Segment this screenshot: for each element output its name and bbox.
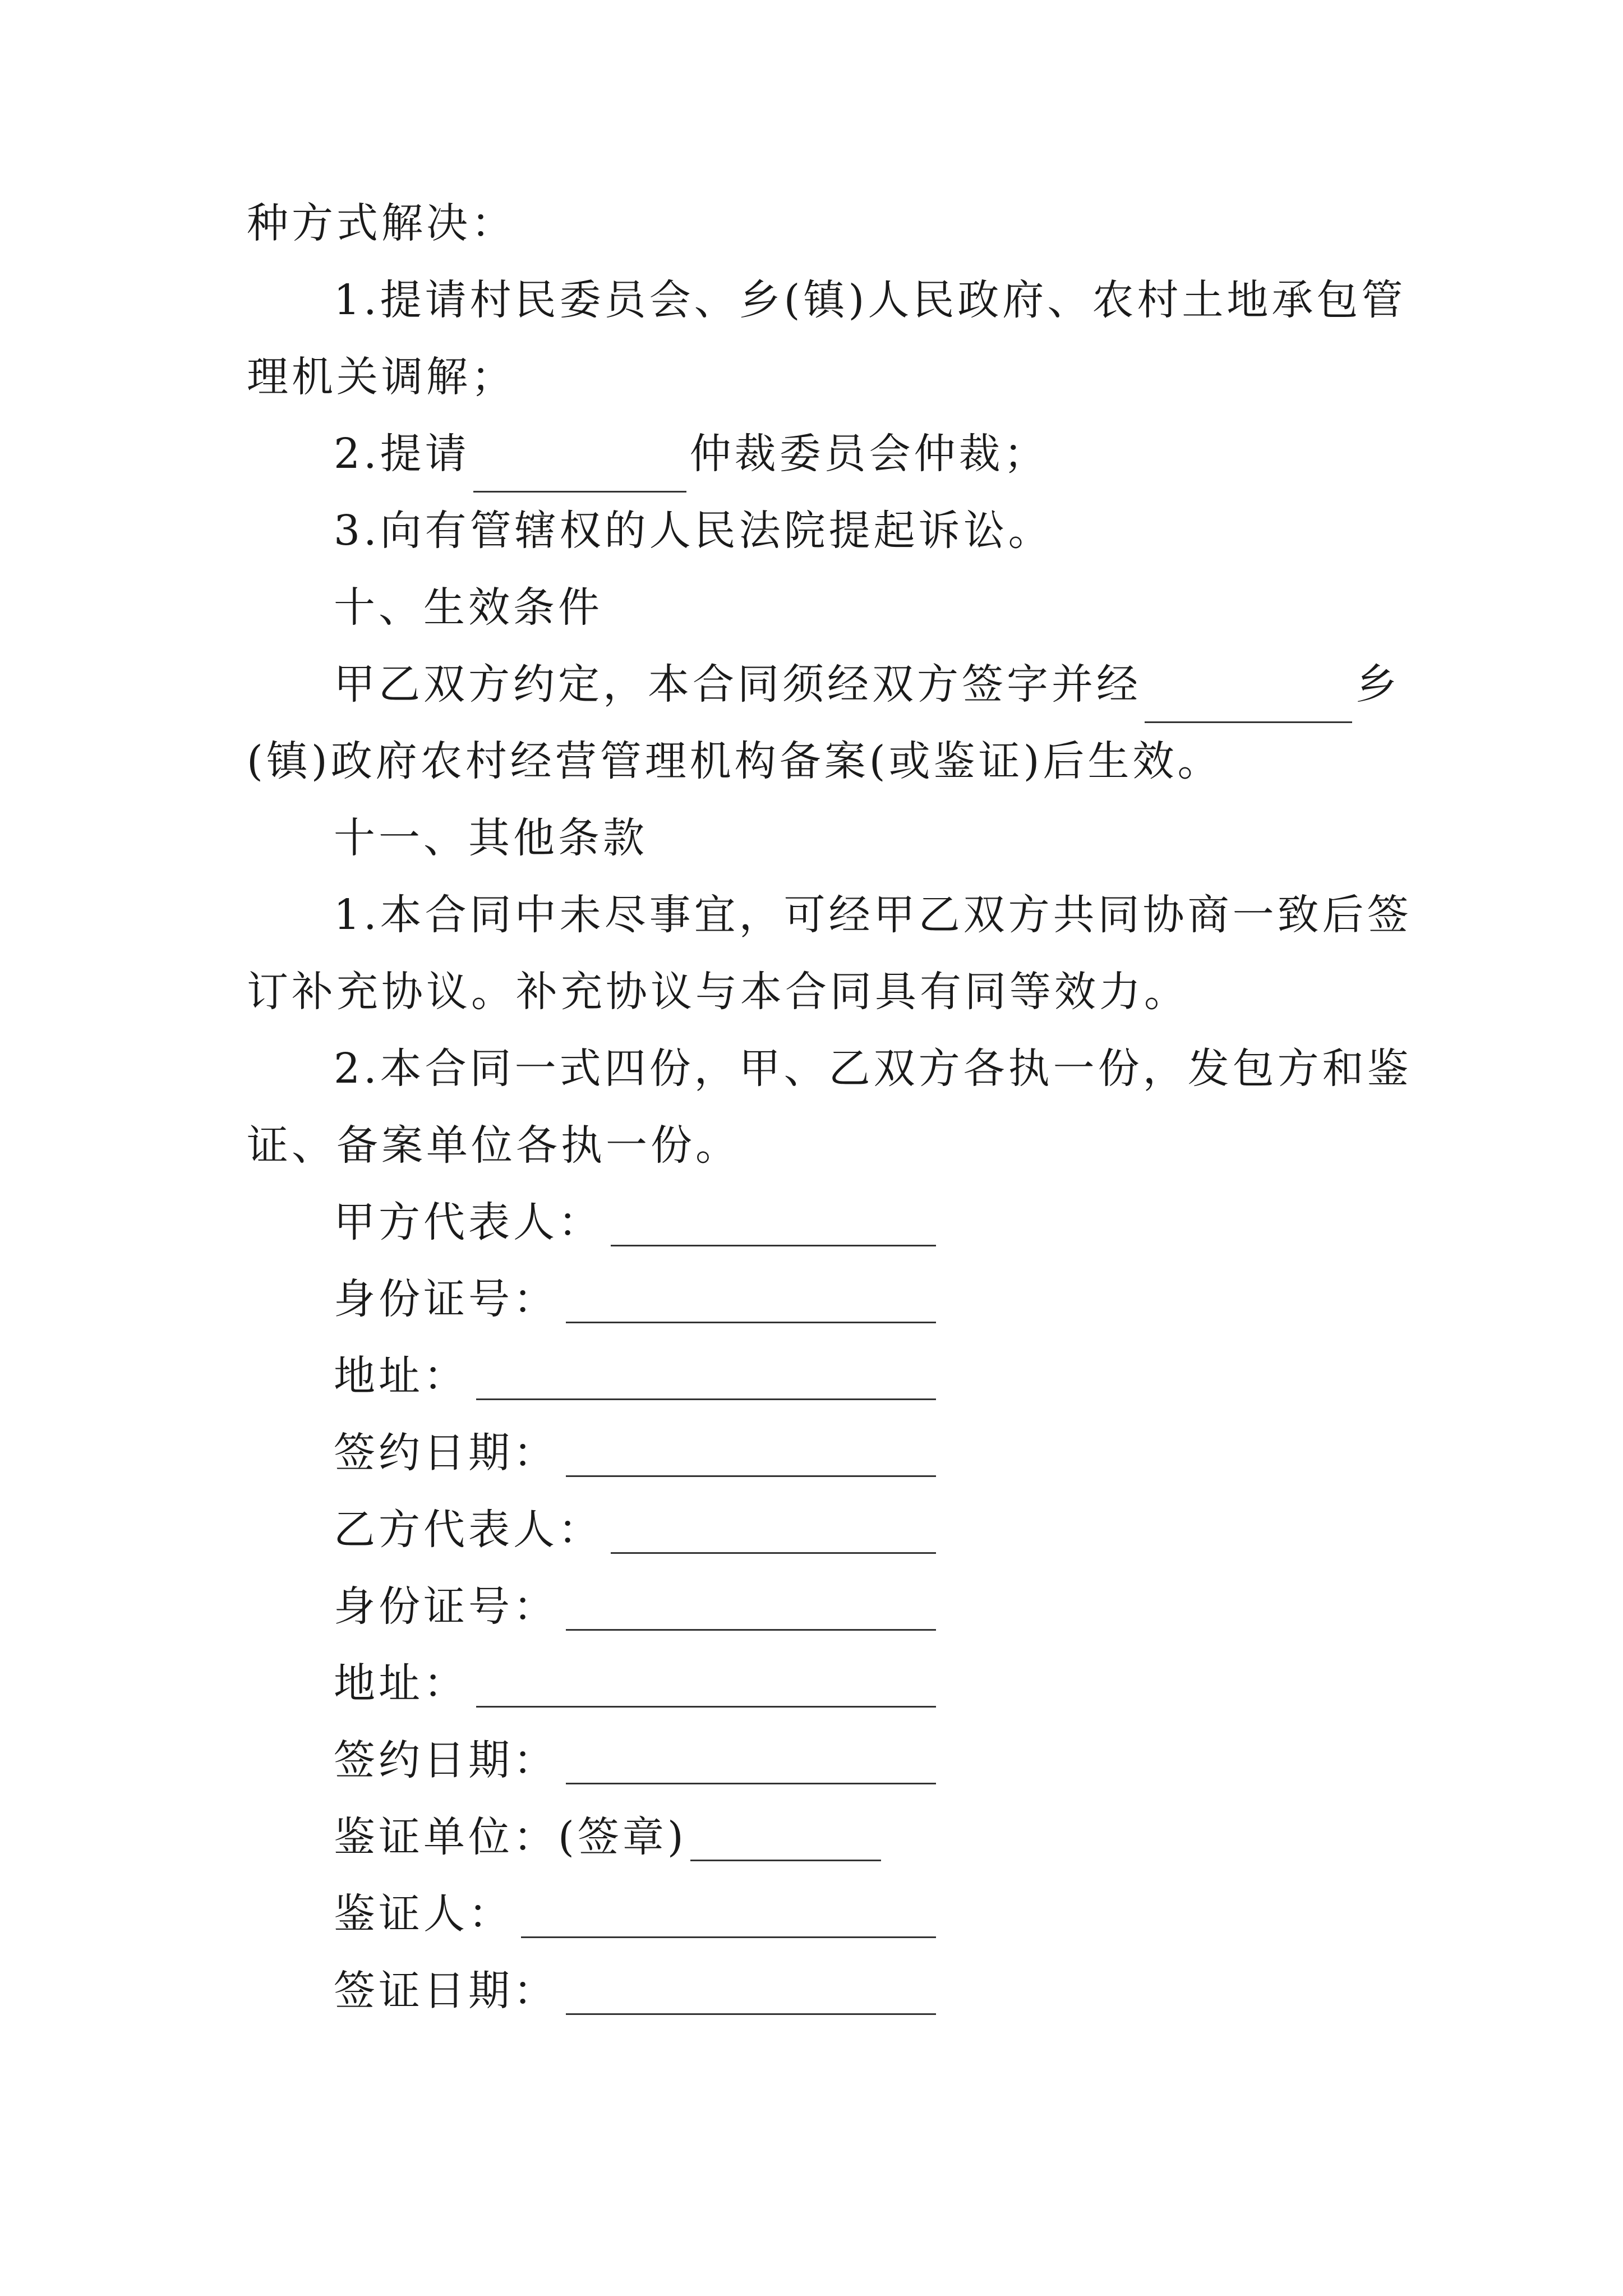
section-10-title: 十、生效条件 <box>334 583 603 632</box>
party-b-address-field[interactable] <box>476 1659 936 1708</box>
certification-date-row <box>247 1953 1385 2030</box>
party-b-date-label: 签约日期： <box>334 1736 558 1784</box>
party-b-id-label: 身份证号： <box>334 1582 558 1631</box>
party-b-id-row <box>247 1568 1385 1645</box>
dispute-item-2-suffix: 仲裁委员会仲裁； <box>689 430 1049 478</box>
party-a-id-field[interactable] <box>566 1274 936 1323</box>
arbitration-committee-blank[interactable] <box>473 443 686 493</box>
party-b-id-field[interactable] <box>566 1582 936 1631</box>
certification-unit-field[interactable] <box>690 1812 881 1861</box>
party-a-representative-label: 甲方代表人： <box>334 1198 603 1246</box>
party-a-representative-row <box>247 1184 1385 1261</box>
other-item-1-line-2: 订补充协议。补充协议与本合同具有同等效力。 <box>247 968 1189 1016</box>
section-10-line-1 <box>247 646 1400 723</box>
party-b-representative-field[interactable] <box>611 1505 936 1554</box>
section-10-line-2: (镇)政府农村经营管理机构备案(或鉴证)后生效。 <box>247 737 1223 785</box>
other-item-2-line-2: 证、备案单位各执一份。 <box>247 1121 740 1170</box>
party-a-address-row <box>247 1338 1385 1415</box>
township-blank[interactable] <box>1145 673 1352 723</box>
party-b-representative-row <box>247 1492 1385 1568</box>
certification-unit-label: 鉴证单位：(签章) <box>334 1813 687 1861</box>
certifier-label: 鉴证人： <box>334 1890 513 1938</box>
party-a-representative-field[interactable] <box>611 1198 936 1246</box>
dispute-item-2 <box>247 416 1385 493</box>
party-b-address-row <box>247 1645 1385 1722</box>
party-a-address-field[interactable] <box>476 1351 936 1400</box>
certification-date-field[interactable] <box>566 1966 936 2015</box>
party-a-id-label: 身份证号： <box>334 1275 558 1323</box>
section-10-text-end: 乡 <box>1355 660 1400 708</box>
document-page <box>247 185 1412 2030</box>
paragraph-line: 种方式解决： <box>247 199 516 247</box>
party-b-date-field[interactable] <box>566 1736 936 1784</box>
party-a-address-label: 地址： <box>334 1352 468 1400</box>
dispute-item-1-line-1: 1.提请村民委员会、乡(镇)人民政府、农村土地承包管 <box>334 276 1407 324</box>
certification-date-label: 签证日期： <box>334 1967 558 2015</box>
party-b-representative-label: 乙方代表人： <box>334 1506 603 1554</box>
party-a-date-row <box>247 1415 1385 1492</box>
certifier-field[interactable] <box>521 1889 936 1938</box>
dispute-item-1-line-2: 理机关调解； <box>247 353 516 401</box>
dispute-item-3: 3.向有管辖权的人民法院提起诉讼。 <box>334 507 1053 555</box>
other-item-2-line-1: 2.本合同一式四份，甲、乙双方各执一份，发包方和鉴 <box>334 1045 1412 1093</box>
other-item-1-line-1: 1.本合同中未尽事宜，可经甲乙双方共同协商一致后签 <box>334 891 1412 939</box>
section-11-title: 十一、其他条款 <box>334 814 648 862</box>
section-10-text: 甲乙双方约定，本合同须经双方签字并经 <box>334 660 1141 708</box>
certifier-row <box>247 1876 1385 1953</box>
certification-unit-row <box>247 1799 1385 1876</box>
party-b-address-label: 地址： <box>334 1659 468 1708</box>
party-a-id-row <box>247 1261 1385 1338</box>
dispute-item-2-prefix: 2.提请 <box>334 430 470 478</box>
party-a-date-field[interactable] <box>566 1428 936 1477</box>
party-a-date-label: 签约日期： <box>334 1429 558 1477</box>
party-b-date-row <box>247 1722 1385 1799</box>
